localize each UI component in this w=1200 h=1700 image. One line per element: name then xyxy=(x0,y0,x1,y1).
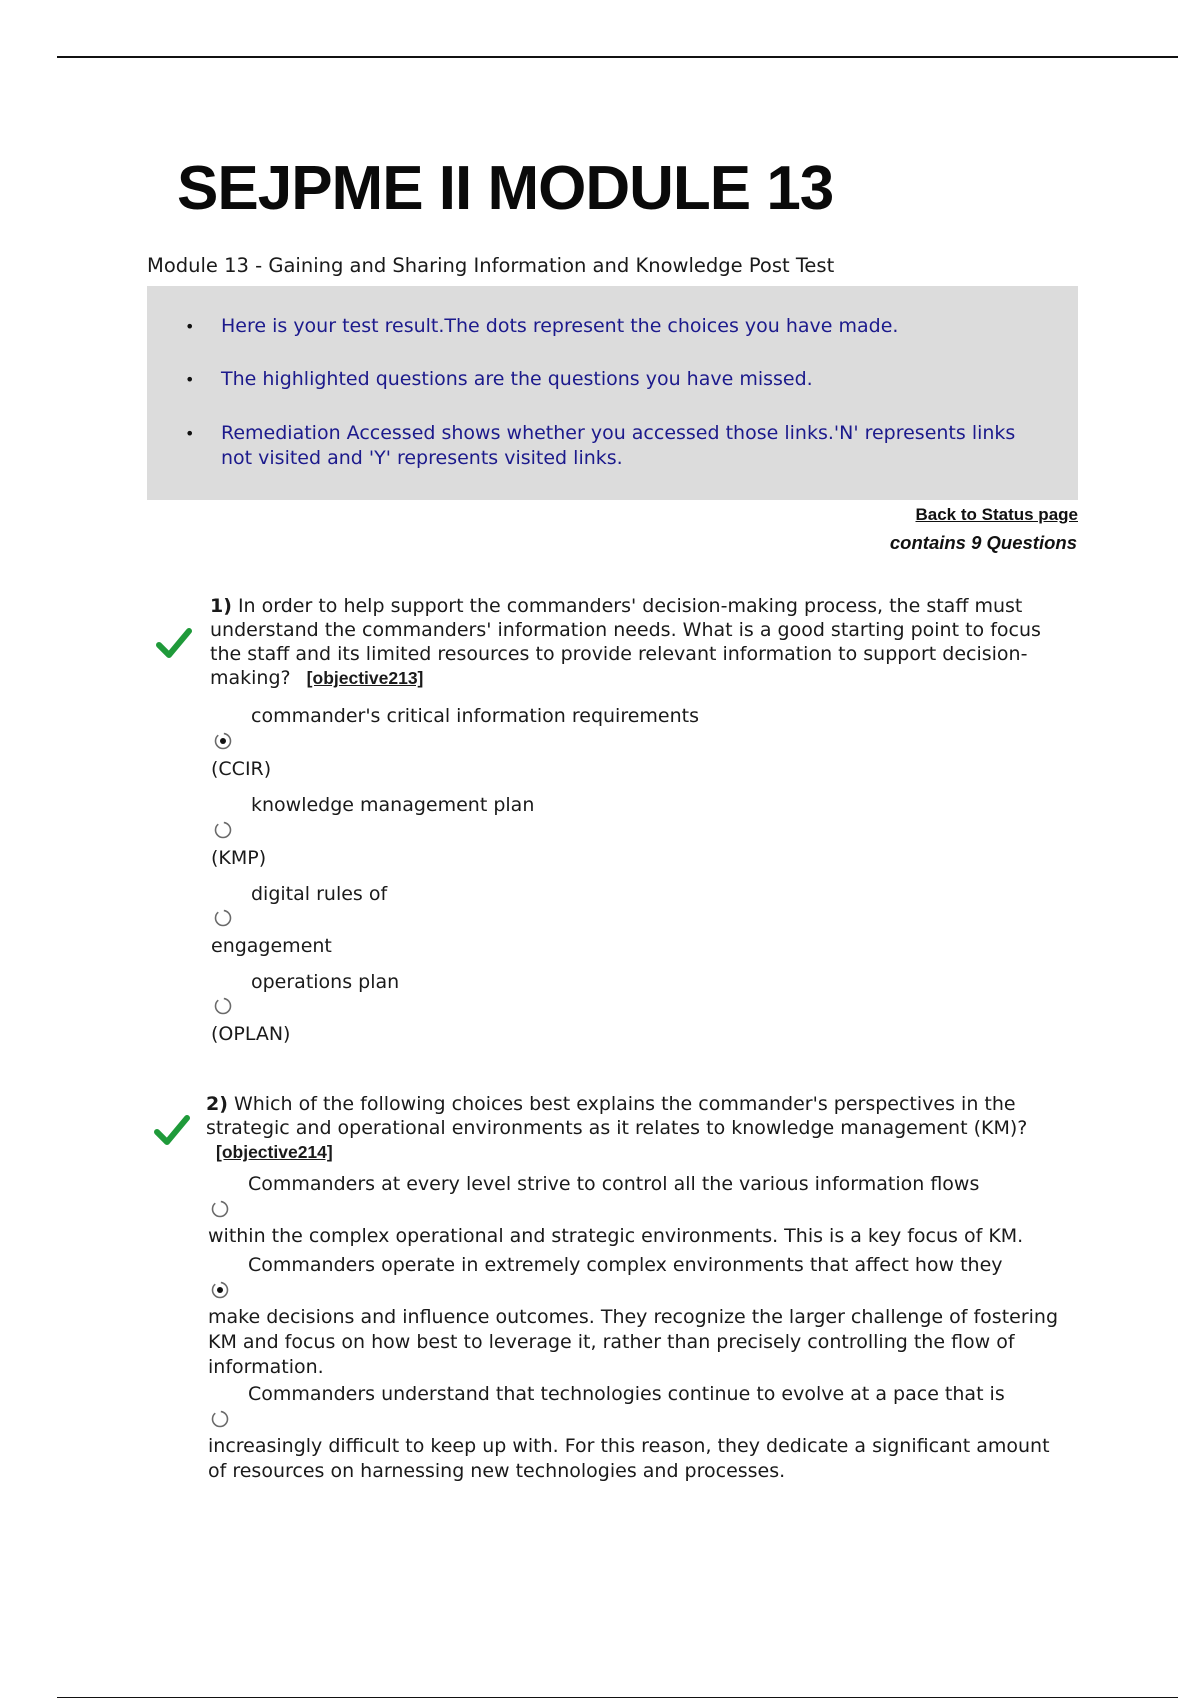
question-number: 2) xyxy=(206,1093,228,1115)
radio-icon[interactable] xyxy=(214,821,232,839)
objective-link[interactable]: [objective213] xyxy=(306,668,424,688)
radio-selected-icon[interactable] xyxy=(214,732,232,750)
bottom-rule xyxy=(57,1697,1178,1698)
bullet-icon: • xyxy=(185,370,195,389)
option-label-cont: (OPLAN) xyxy=(211,1023,291,1045)
option-label-cont: make decisions and influence outcomes. They recognize the larger challenge of fostering KM and focus on how best to leverage it, rather than precisely controlling the flow of information. xyxy=(208,1306,1059,1378)
question-2 xyxy=(206,1092,1068,1164)
radio-icon[interactable] xyxy=(211,1200,229,1218)
notice-item: • Here is your test result.The dots represent the choices you have made. xyxy=(185,315,899,337)
option-label-cont: (KMP) xyxy=(211,847,267,869)
radio-selected-icon[interactable] xyxy=(211,1281,229,1299)
option-label-cont: (CCIR) xyxy=(211,758,272,780)
option-label: Commanders understand that technologies continue to evolve at a pace that is xyxy=(248,1383,1005,1405)
option-label: Commanders operate in extremely complex environments that affect how they xyxy=(248,1254,1003,1276)
question-1 xyxy=(210,594,1070,690)
option-label: commander's critical information requirements xyxy=(251,705,700,727)
correct-check-icon xyxy=(156,626,192,660)
option-label: knowledge management plan xyxy=(251,794,535,816)
bullet-icon: • xyxy=(185,317,195,336)
objective-link[interactable]: [objective214] xyxy=(216,1142,333,1162)
option-label: operations plan xyxy=(251,971,400,993)
page-subtitle: Module 13 - Gaining and Sharing Information and Knowledge Post Test xyxy=(147,254,835,277)
notice-item: • The highlighted questions are the questions you have missed. xyxy=(185,368,813,390)
option-label: Commanders at every level strive to control all the various information flows xyxy=(248,1173,980,1195)
option-label: digital rules of xyxy=(251,883,388,905)
radio-icon[interactable] xyxy=(214,909,232,927)
notice-list xyxy=(147,314,1078,471)
question-text: Which of the following choices best explains the commander's perspectives in the strategic and operational environments as it relates to knowledge management (KM)? xyxy=(206,1093,1028,1139)
question-text: In order to help support the commanders' decision-making process, the staff must understand the commanders' information needs. What is a good starting point to focus the staff and its limited resources to provide relevant information to support decision-making? xyxy=(210,595,1041,689)
radio-icon[interactable] xyxy=(214,997,232,1015)
option-label-cont: within the complex operational and strategic environments. This is a key focus of KM. xyxy=(208,1225,1024,1247)
option-label-cont: engagement xyxy=(211,935,332,957)
result-notice-box xyxy=(147,286,1078,500)
back-to-status-link[interactable]: Back to Status page xyxy=(915,505,1078,524)
top-rule xyxy=(57,56,1178,58)
radio-icon[interactable] xyxy=(211,1410,229,1428)
correct-check-icon xyxy=(154,1113,190,1147)
page-title: SEJPME II MODULE 13 xyxy=(177,154,834,223)
question-number: 1) xyxy=(210,595,232,617)
question-count: contains 9 Questions xyxy=(889,532,1077,553)
option-label-cont: increasingly difficult to keep up with. For this reason, they dedicate a significant amount of resources on harnessing new technologies and processes. xyxy=(208,1435,1050,1482)
notice-item: • Remediation Accessed shows whether you accessed those links.'N' represents links not visited and 'Y' represents visited links. xyxy=(185,422,1016,469)
bullet-icon: • xyxy=(185,424,195,443)
